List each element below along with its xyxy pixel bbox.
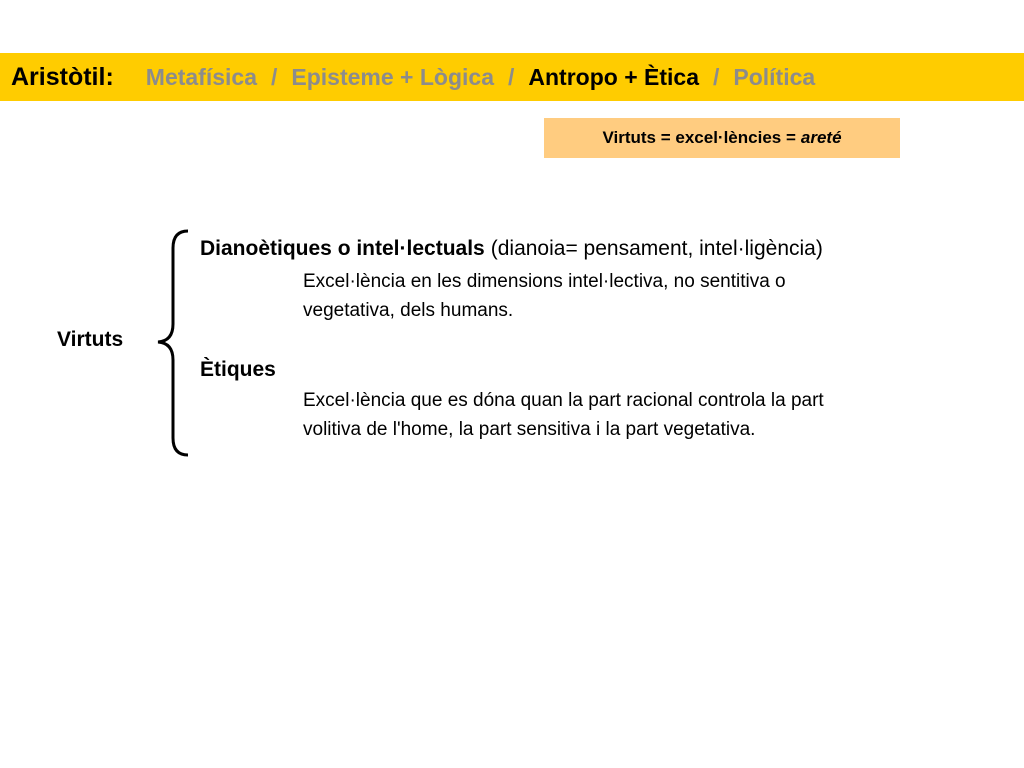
crumb-metafisica: Metafísica — [145, 63, 257, 90]
definition-box — [544, 118, 900, 158]
curly-brace — [152, 228, 192, 460]
branch-title-text: Ètiques — [200, 358, 276, 381]
slide-title: Aristòtil: — [11, 62, 114, 91]
header-bar — [0, 53, 1024, 101]
description-line: volitiva de l'home, la part sensitiva i la part vegetativa. — [303, 419, 756, 440]
branch-parenthetical: (dianoia= pensament, intel·ligència) — [490, 237, 823, 260]
branch-title-dianoetiques — [200, 237, 823, 261]
crumb-politica: Política — [733, 63, 816, 90]
crumb-separator: / — [713, 63, 720, 90]
root-label: Virtuts — [57, 328, 124, 351]
description-line: Excel·lència en les dimensions intel·lectiva, no sentitiva o — [303, 271, 786, 292]
branch-title-text: Dianoètiques o intel·lectuals — [200, 237, 485, 260]
description-line: vegetativa, dels humans. — [303, 300, 514, 321]
branch-description-dianoetiques — [303, 267, 983, 325]
crumb-separator: / — [508, 63, 515, 90]
branch-title-etiques — [200, 358, 276, 382]
crumb-episteme-logica: Episteme + Lògica — [291, 63, 494, 90]
definition-text: Virtuts = excel·lències = — [602, 128, 796, 147]
branch-description-etiques — [303, 386, 983, 444]
crumb-antropo-etica: Antropo + Ètica — [528, 63, 699, 90]
crumb-separator: / — [271, 63, 278, 90]
definition-term: areté — [800, 128, 842, 147]
description-line: Excel·lència que es dóna quan la part racional controla la part — [303, 390, 824, 411]
